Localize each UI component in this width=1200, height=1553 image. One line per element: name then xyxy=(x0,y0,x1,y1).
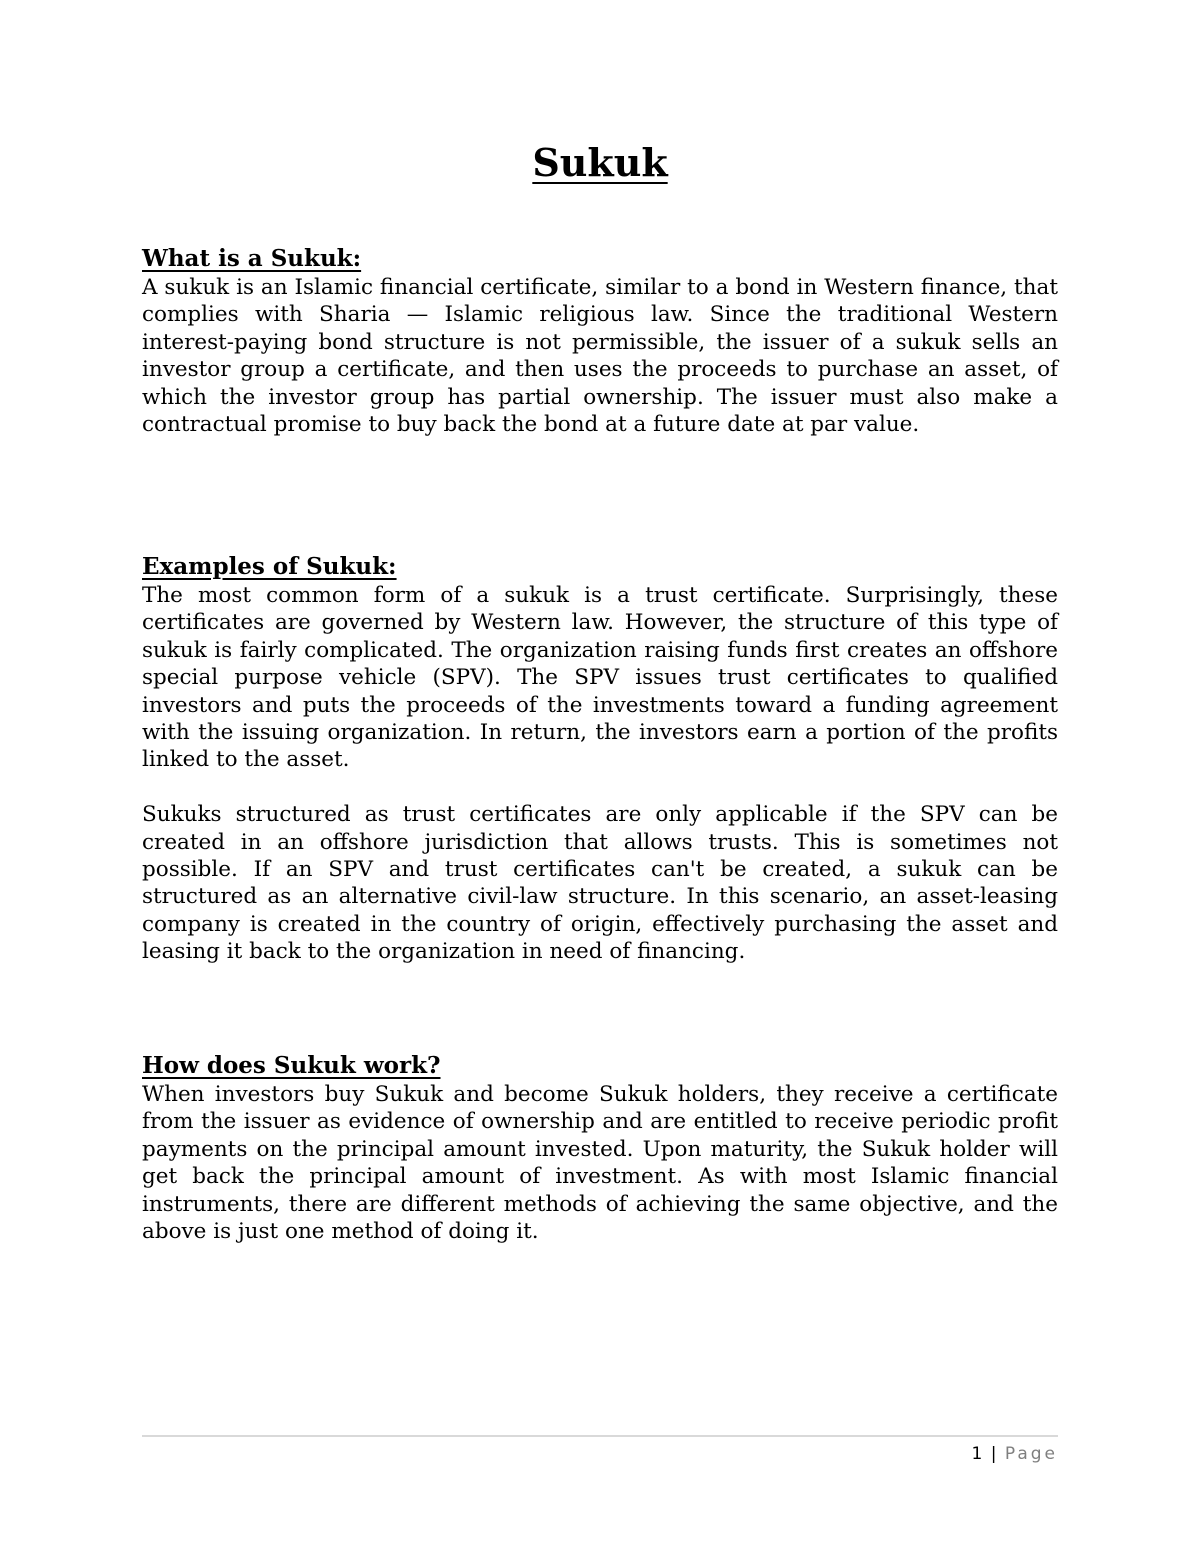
section-examples-of-sukuk xyxy=(142,552,1058,966)
section-what-is-sukuk xyxy=(142,244,1058,438)
footer-divider xyxy=(142,1435,1058,1437)
section-how-does-sukuk-work xyxy=(142,1051,1058,1245)
page-number: 1 xyxy=(971,1444,983,1464)
page-title: Sukuk xyxy=(532,140,668,185)
section-heading: How does Sukuk work? xyxy=(142,1052,441,1079)
page-footer xyxy=(142,1442,1058,1466)
paragraph: The most common form of a sukuk is a trust certificate. Surprisingly, these certificates are governed by Western law. However, the structure of this type of sukuk is fairly complicated. The organization raising funds first creates an offshore special purpose vehicle (SPV). The SPV issues trust certificates to qualified investors and puts the proceeds of the investments toward a funding agreement with the issuing organization. In return, the investors earn a portion of the profits linked to the asset. xyxy=(142,583,1058,773)
paragraph: When investors buy Sukuk and become Sukuk holders, they receive a certificate from the issuer as evidence of ownership and are entitled to receive periodic profit payments on the principal amount invested. Upon maturity, the Sukuk holder will get back the principal amount of investment. As with most Islamic financial instruments, there are different methods of achieving the same objective, and the above is just one method of doing it. xyxy=(142,1082,1058,1245)
paragraph: A sukuk is an Islamic financial certificate, similar to a bond in Western finance, that complies with Sharia — Islamic religious law. Since the traditional Western interest-paying bond structure is not permissible, the issuer of a sukuk sells an investor group a certificate, and then uses the proceeds to purchase an asset, of which the investor group has partial ownership. The issuer must also make a contractual promise to buy back the bond at a future date at par value. xyxy=(142,275,1058,438)
page-label: Page xyxy=(1004,1444,1058,1464)
section-heading: Examples of Sukuk: xyxy=(142,553,397,580)
section-heading: What is a Sukuk: xyxy=(142,245,362,272)
footer-separator: | xyxy=(990,1444,997,1464)
paragraph: Sukuks structured as trust certificates are only applicable if the SPV can be created in an offshore jurisdiction that allows trusts. This is sometimes not possible. If an SPV and trust certificates can't be created, a sukuk can be structured as an alternative civil-law structure. In this scenario, an asset-leasing company is created in the country of origin, effectively purchasing the asset and leasing it back to the organization in need of financing. xyxy=(142,802,1058,965)
